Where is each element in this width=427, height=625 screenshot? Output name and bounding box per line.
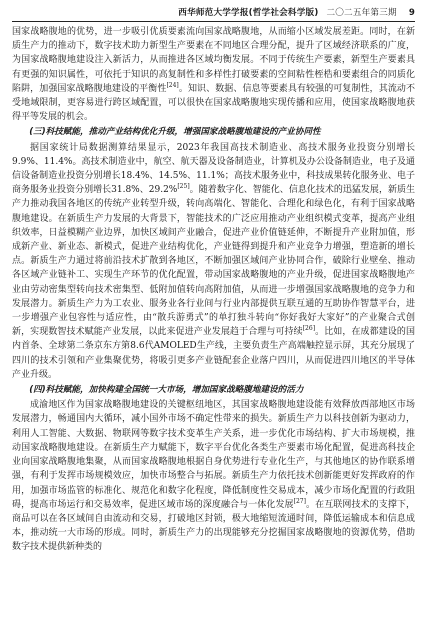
article-body xyxy=(12,25,415,555)
journal-title: 西华师范大学学报(哲学社会科学版) xyxy=(178,8,319,18)
section-heading-4: (四)科技赋能，加快构建全国统一大市场，增加国家战略腹地建设的活力 xyxy=(29,385,304,396)
section-heading-3: (三)科技赋能，推动产业结构优化升级，增强国家战略腹地建设的产业协同性 xyxy=(29,127,321,138)
citation-ref[interactable]: [27] xyxy=(293,497,306,505)
paragraph: 据国家统计局数据测算结果显示，2023年我国高技术制造业、高技术服务业投资分别增长9.9%、11.4%。高技术制造业中，航空、航天器及设备制造业，计算机及办公设备制造业，电子及通信设备制造业投资分别增长18.4%、14.5%、11.1%；高技术服务业中，科技成果转化服务业、电子商务服务业投资分别增长31.8%、29.2%[25]。随着数字化、智能化、信息化技术的迅猛发展，新质生产力推动我国各地区的传统产业转型升级，转向高端化、智能化、合理化和绿色化，有利于国家战略腹地建设。在新质生产力发展的大背景下，智能技术的广泛应用推动产业组织模式变革，提高产业组织效率，日益模糊产业边界，加快区域间产业融合，促进产业价值链延伸，不断提升产业附加值，形成新产业、新业态、新模式，促进产业结构优化，产业链得到提升和产业竞争力增强，塑造新的增长点。新质生产力通过将前沿技术扩散到各地区，不断加强区域间产业协同合作，破除行业壁垒、推动各区域产业链补工、实现生产环节的优化配置，带动国家战略腹地的产业升级，促进国家战略腹地产业由劳动密集型转向技术密集型、低附加值转向高附加值，从而进一步增强国家战略腹地的竞争力和发展潜力。新质生产力为工农业、服务业各行业间与行业内部提供互联互通的互助协作智慧平台，进一步增强产业包容性与适应性，由“散兵游勇式”的单打独斗转向“你好我好大家好”的产业聚合式创新，实现数智技术赋能产业发展，以此来促进产业发展趋于合理与可持续[26]。比如，在成都建设的国内首条、全球第二条京东方第8.6代AMOLED生产线，主要负责生产高端触控显示屏，其充分展现了四川的技术引领和产业集聚优势，将吸引更多产业链配套企业落户四川，从而促进四川地区的半导体产业升级。 xyxy=(12,142,415,380)
citation-ref[interactable]: [25] xyxy=(177,183,190,191)
issue-label: 二〇二五年第三期 xyxy=(326,8,397,18)
citation-ref[interactable]: [24] xyxy=(166,81,179,89)
paragraph-continued: 国家战略腹地的优势，进一步吸引优质要素流向国家战略腹地，从而缩小区域发展差距。同时，在新质生产力的推动下，数字技术助力新型生产要素在不同地区合理分配，提升了区域经济联系的广度，为国家战略腹地建设注入新活力，从而推进各区域均衡发展。不同于传统生产要素，新型生产要素具有更强的知识属性，可依托于知识的高复制性和多样性打破要素的空间粘性桎梏和要素组合的同质化陷阱，加强国家战略腹地建设的平衡性[24]。知识、数据、信息等要素具有较强的可复制性，其流动不受地域限制，更容易进行跨区域配置，可以很快在国家战略腹地实现传播和应用，使国家战略腹地获得平等发展的机会。 xyxy=(12,27,415,123)
running-header xyxy=(12,6,415,22)
page-number: 9 xyxy=(408,8,415,18)
paragraph: 成渝地区作为国家战略腹地建设的关键枢纽地区，其国家战略腹地建设能有效释放西部地区市场发展潜力，畅通国内大循环，减小国外市场不确定性带来的损失。新质生产力以科技创新为驱动力，利用人工智能、大数据、物联网等数字技术变革生产关系，进一步优化市场结构、扩大市场规模，推动国家战略腹地建设。在新质生产力赋能下，数字平台优化各类生产要素市场化配置，促进高科技企业向国家战略腹地集聚，从而国家战略腹地根据自身优势进行专业化生产，与其他地区的协作联系增强，有利于发挥市场规模效应，加快市场整合与拓展。新质生产力依托技术创新能更好发挥政府的作用，加强市场监管的标准化、规范化和数字化程度，降低制度性交易成本，减少市场化配置的行政阻碍，提高市场运行和交易效率，促进区域市场的深度融合与一体化发展[27]。在互联网技术的支撑下，商品可以在各区域间自由流动和交易，打破地区封锁，极大地缩短流通时间，降低运输成本和信息成本，推动统一大市场的形成。同时，新质生产力的出现能够充分挖掘国家战略腹地的资源优势，借助数字技术提供新种类的 xyxy=(12,400,415,553)
citation-ref[interactable]: [26] xyxy=(302,325,316,333)
